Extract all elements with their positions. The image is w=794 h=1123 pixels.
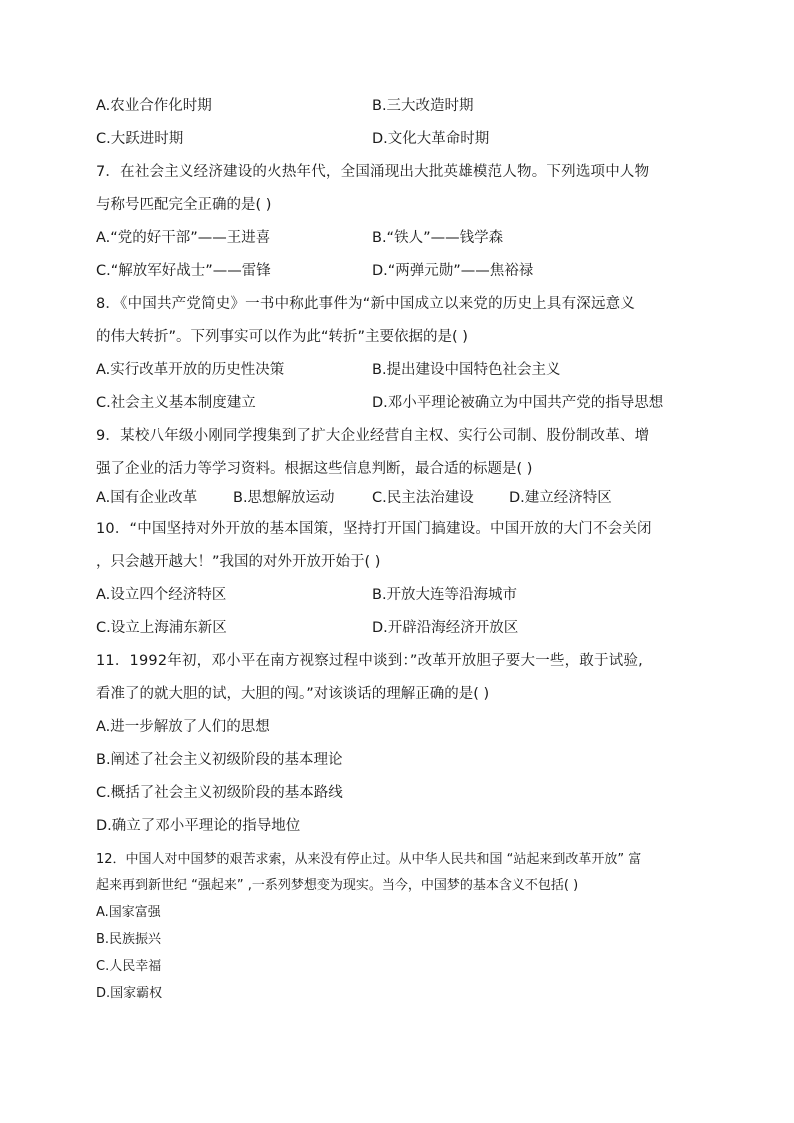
q10-option-d: D.开辟沿海经济开放区 xyxy=(372,620,519,636)
q9-option-b: B.思想解放运动 xyxy=(233,490,335,506)
q9-option-a: A.国有企业改革 xyxy=(96,490,198,506)
q8-option-c: C.社会主义基本制度建立 xyxy=(96,395,256,411)
q12-stem-line-1: 12．中国人对中国梦的艰苦求索，从来没有停止过。从中华人民共和国 “站起来到改革开放” 富 xyxy=(96,852,642,867)
q12-option-a: A.国家富强 xyxy=(96,905,161,920)
q11-stem-line-2: 看准了的就大胆的试，大胆的闯。”对该谈话的理解正确的是( ) xyxy=(96,686,490,702)
q12-option-c: C.人民幸福 xyxy=(96,959,162,974)
q10-stem-line-1: 10．“中国坚持对外开放的基本国策，坚持打开国门搞建设。中国开放的大门不会关闭 xyxy=(96,521,652,537)
q9-stem-line-2: 强了企业的活力等学习资料。根据这些信息判断，最合适的标题是( ) xyxy=(96,461,533,477)
q6-option-d: D.文化大革命时期 xyxy=(372,131,490,147)
q7-option-c: C.“解放军好战士”——雷锋 xyxy=(96,263,271,279)
q12-stem-line-2: 起来再到新世纪 “强起来” ,一系列梦想变为现实。当今，中国梦的基本含义不包括( ) xyxy=(96,878,579,893)
q12-option-d: D.国家霸权 xyxy=(96,986,163,1001)
q6-option-c: C.大跃进时期 xyxy=(96,131,184,147)
q11-stem-line-1: 11．1992年初，邓小平在南方视察过程中谈到：”改革开放胆子要大一些，敢于试验, xyxy=(96,653,643,669)
q7-stem-line-1: 7．在社会主义经济建设的火热年代，全国涌现出大批英雄模范人物。下列选项中人物 xyxy=(96,164,650,180)
q10-option-c: C.设立上海浦东新区 xyxy=(96,620,227,636)
q11-option-a: A.进一步解放了人们的思想 xyxy=(96,719,270,735)
q6-option-b: B.三大改造时期 xyxy=(372,98,474,114)
q10-stem-line-2: ，只会越开越大！”我国的对外开放开始于( ) xyxy=(96,554,381,570)
q7-option-b: B.“铁人”——钱学森 xyxy=(372,230,504,246)
q9-option-d: D.建立经济特区 xyxy=(509,490,612,506)
q9-option-c: C.民主法治建设 xyxy=(372,490,474,506)
q12-option-b: B.民族振兴 xyxy=(96,932,162,947)
q7-option-a: A.“党的好干部”——王进喜 xyxy=(96,230,271,246)
q8-stem-line-1: 8．《中国共产党简史》一书中称此事件为“新中国成立以来党的历史上具有深远意义 xyxy=(96,296,636,312)
q6-option-a: A.农业合作化时期 xyxy=(96,98,212,114)
q11-option-c: C.概括了社会主义初级阶段的基本路线 xyxy=(96,785,343,801)
q10-option-b: B.开放大连等沿海城市 xyxy=(372,587,518,603)
q8-option-d: D.邓小平理论被确立为中国共产党的指导思想 xyxy=(372,395,664,411)
q8-option-a: A.实行改革开放的历史性决策 xyxy=(96,362,285,378)
q11-option-b: B.阐述了社会主义初级阶段的基本理论 xyxy=(96,752,343,768)
q7-stem-line-2: 与称号匹配完全正确的是( ) xyxy=(96,197,272,213)
q7-option-d: D.“两弹元勋”——焦裕禄 xyxy=(372,263,534,279)
q9-stem-line-1: 9．某校八年级小刚同学搜集到了扩大企业经营自主权、实行公司制、股份制改革、增 xyxy=(96,428,650,444)
q8-stem-line-2: 的伟大转折”。下列事实可以作为此“转折”主要依据的是( ) xyxy=(96,329,468,345)
q8-option-b: B.提出建设中国特色社会主义 xyxy=(372,362,561,378)
q10-option-a: A.设立四个经济特区 xyxy=(96,587,227,603)
q11-option-d: D.确立了邓小平理论的指导地位 xyxy=(96,818,301,834)
